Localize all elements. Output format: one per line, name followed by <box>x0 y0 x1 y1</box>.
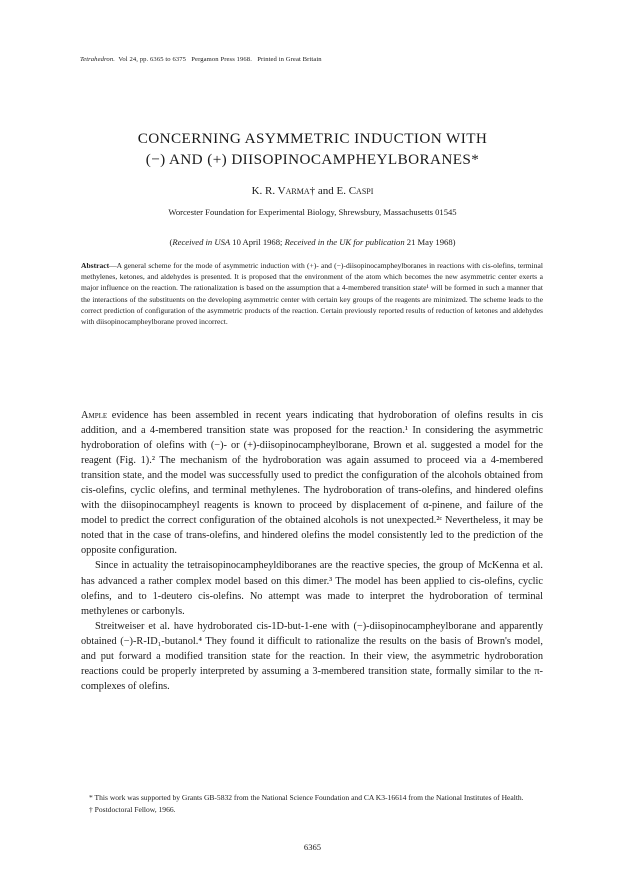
author-line <box>60 185 565 197</box>
abstract-text: —A general scheme for the mode of asymmetric induction with (+)- and (−)-diisopinocampheylboranes in reactions with cis-olefins, terminal methylenes, ketones, and aldehydes is presented. It is proposed that the environment of the atom which becomes the new asymmetric center exerts a major influence on the reaction. The rationalization is based on the assumption that a 4-membered transition state¹ will be formed in such a manner that the interactions of the substituents on the developing asymmetric center with certain key groups of the reagents are minimized. The scheme leads to the correct prediction of configuration of the asymmetric products of the reaction. Certain previously reported results of reduction of ketones and aldehydes with diisopinocampheylborane proved incorrect. <box>81 261 543 327</box>
volume-pages: Vol 24, pp. 6365 to 6375 <box>118 56 187 63</box>
received-uk-label: Received in the UK for publication <box>284 237 405 247</box>
running-head <box>80 56 550 63</box>
abstract-heading: Abstract <box>81 261 110 270</box>
author-caspi: E. Caspi <box>336 185 374 197</box>
body-text <box>81 408 543 694</box>
printed-in: Printed in Great Britain <box>257 56 322 63</box>
journal-name: Tetrahedron. <box>80 56 115 63</box>
paragraph-1-text: evidence has been assembled in recent years indicating that hydroboration of olefins results in cis addition, and a 4-membered transition state was proposed for the reaction.¹ In considering the asymmetric hydroboration of olefins with (−)- or (+)-diisopinocampheylborane, Brown et al. suggested a model for the reagent (Fig. 1).² The mechanism of the hydroboration was again assumed to proceed via a 4-membered transition state, and the model was successfully used to predict the configuration of the alcohols obtained from cis-olefins, cyclic olefins, and terminal methylenes. The hydroboration of trans-olefins, and hindered olefins with the diisopinocampheyl reagents is known to proceed by displacement of α-pinene, and failure of the model to predict the correct configuration of the obtained alcohols is not unexpected.²ᶜ Nevertheless, it may be noted that in the case of trans-olefins, and hindered olefins the model consistently led to the prediction of the opposite configuration. <box>81 410 543 557</box>
title-line-1: CONCERNING ASYMMETRIC INDUCTION WITH <box>137 130 488 147</box>
author-varma: K. R. Varma† <box>251 185 316 197</box>
footnote-postdoc: † Postdoctoral Fellow, 1966. <box>89 804 176 814</box>
page-number: 6365 <box>303 842 322 852</box>
affiliation: Worcester Foundation for Experimental Biology, Shrewsbury, Massachusetts 01545 <box>168 207 457 217</box>
article-title <box>60 128 565 170</box>
received-usa-date: 10 April 1968; <box>232 237 283 247</box>
received-dates: (Received in USA 10 April 1968; Received in the UK for publication 21 May 1968) <box>169 237 456 247</box>
title-line-2: (−) AND (+) DIISOPINOCAMPHEYLBORANES* <box>145 151 480 168</box>
publisher: Pergamon Press 1968. <box>191 56 252 63</box>
paragraph-3: Streitweiser et al. have hydroborated cis-1D-but-1-ene with (−)-diisopinocampheylborane and apparently obtained (−)-R-ID₁-butanol.⁴ They found it difficult to rationalize the results on the basis of Brown's model, and put forward a modified transition state for the reaction. In their view, the asymmetric hydroboration reactions could be properly interpreted by assuming a 3-membered transition state, formally similar to the π-complexes of olefins. <box>81 620 543 692</box>
footnote-funding: * This work was supported by Grants GB-5832 from the National Science Foundation and CA K3-16614 from the National Institutes of Health. <box>89 793 524 802</box>
footnotes <box>81 792 543 815</box>
paragraph-1-lead: Ample <box>81 410 108 421</box>
author-conjunction: and <box>317 185 334 197</box>
received-uk-date: 21 May 1968 <box>406 237 453 247</box>
paragraph-2: Since in actuality the tetraisopinocampheyldiboranes are the reactive species, the group of McKenna et al. has advanced a rather complex model based on this dimer.³ The model has been applied to cis-olefins, cyclic olefins, and to 1-deutero cis-olefins. No attempt was made to interpret the hydroboration of terminal methylenes or carbonyls. <box>81 560 543 617</box>
abstract <box>81 260 543 327</box>
received-usa-label: Received in USA <box>172 237 231 247</box>
paragraph-1 <box>81 408 543 558</box>
